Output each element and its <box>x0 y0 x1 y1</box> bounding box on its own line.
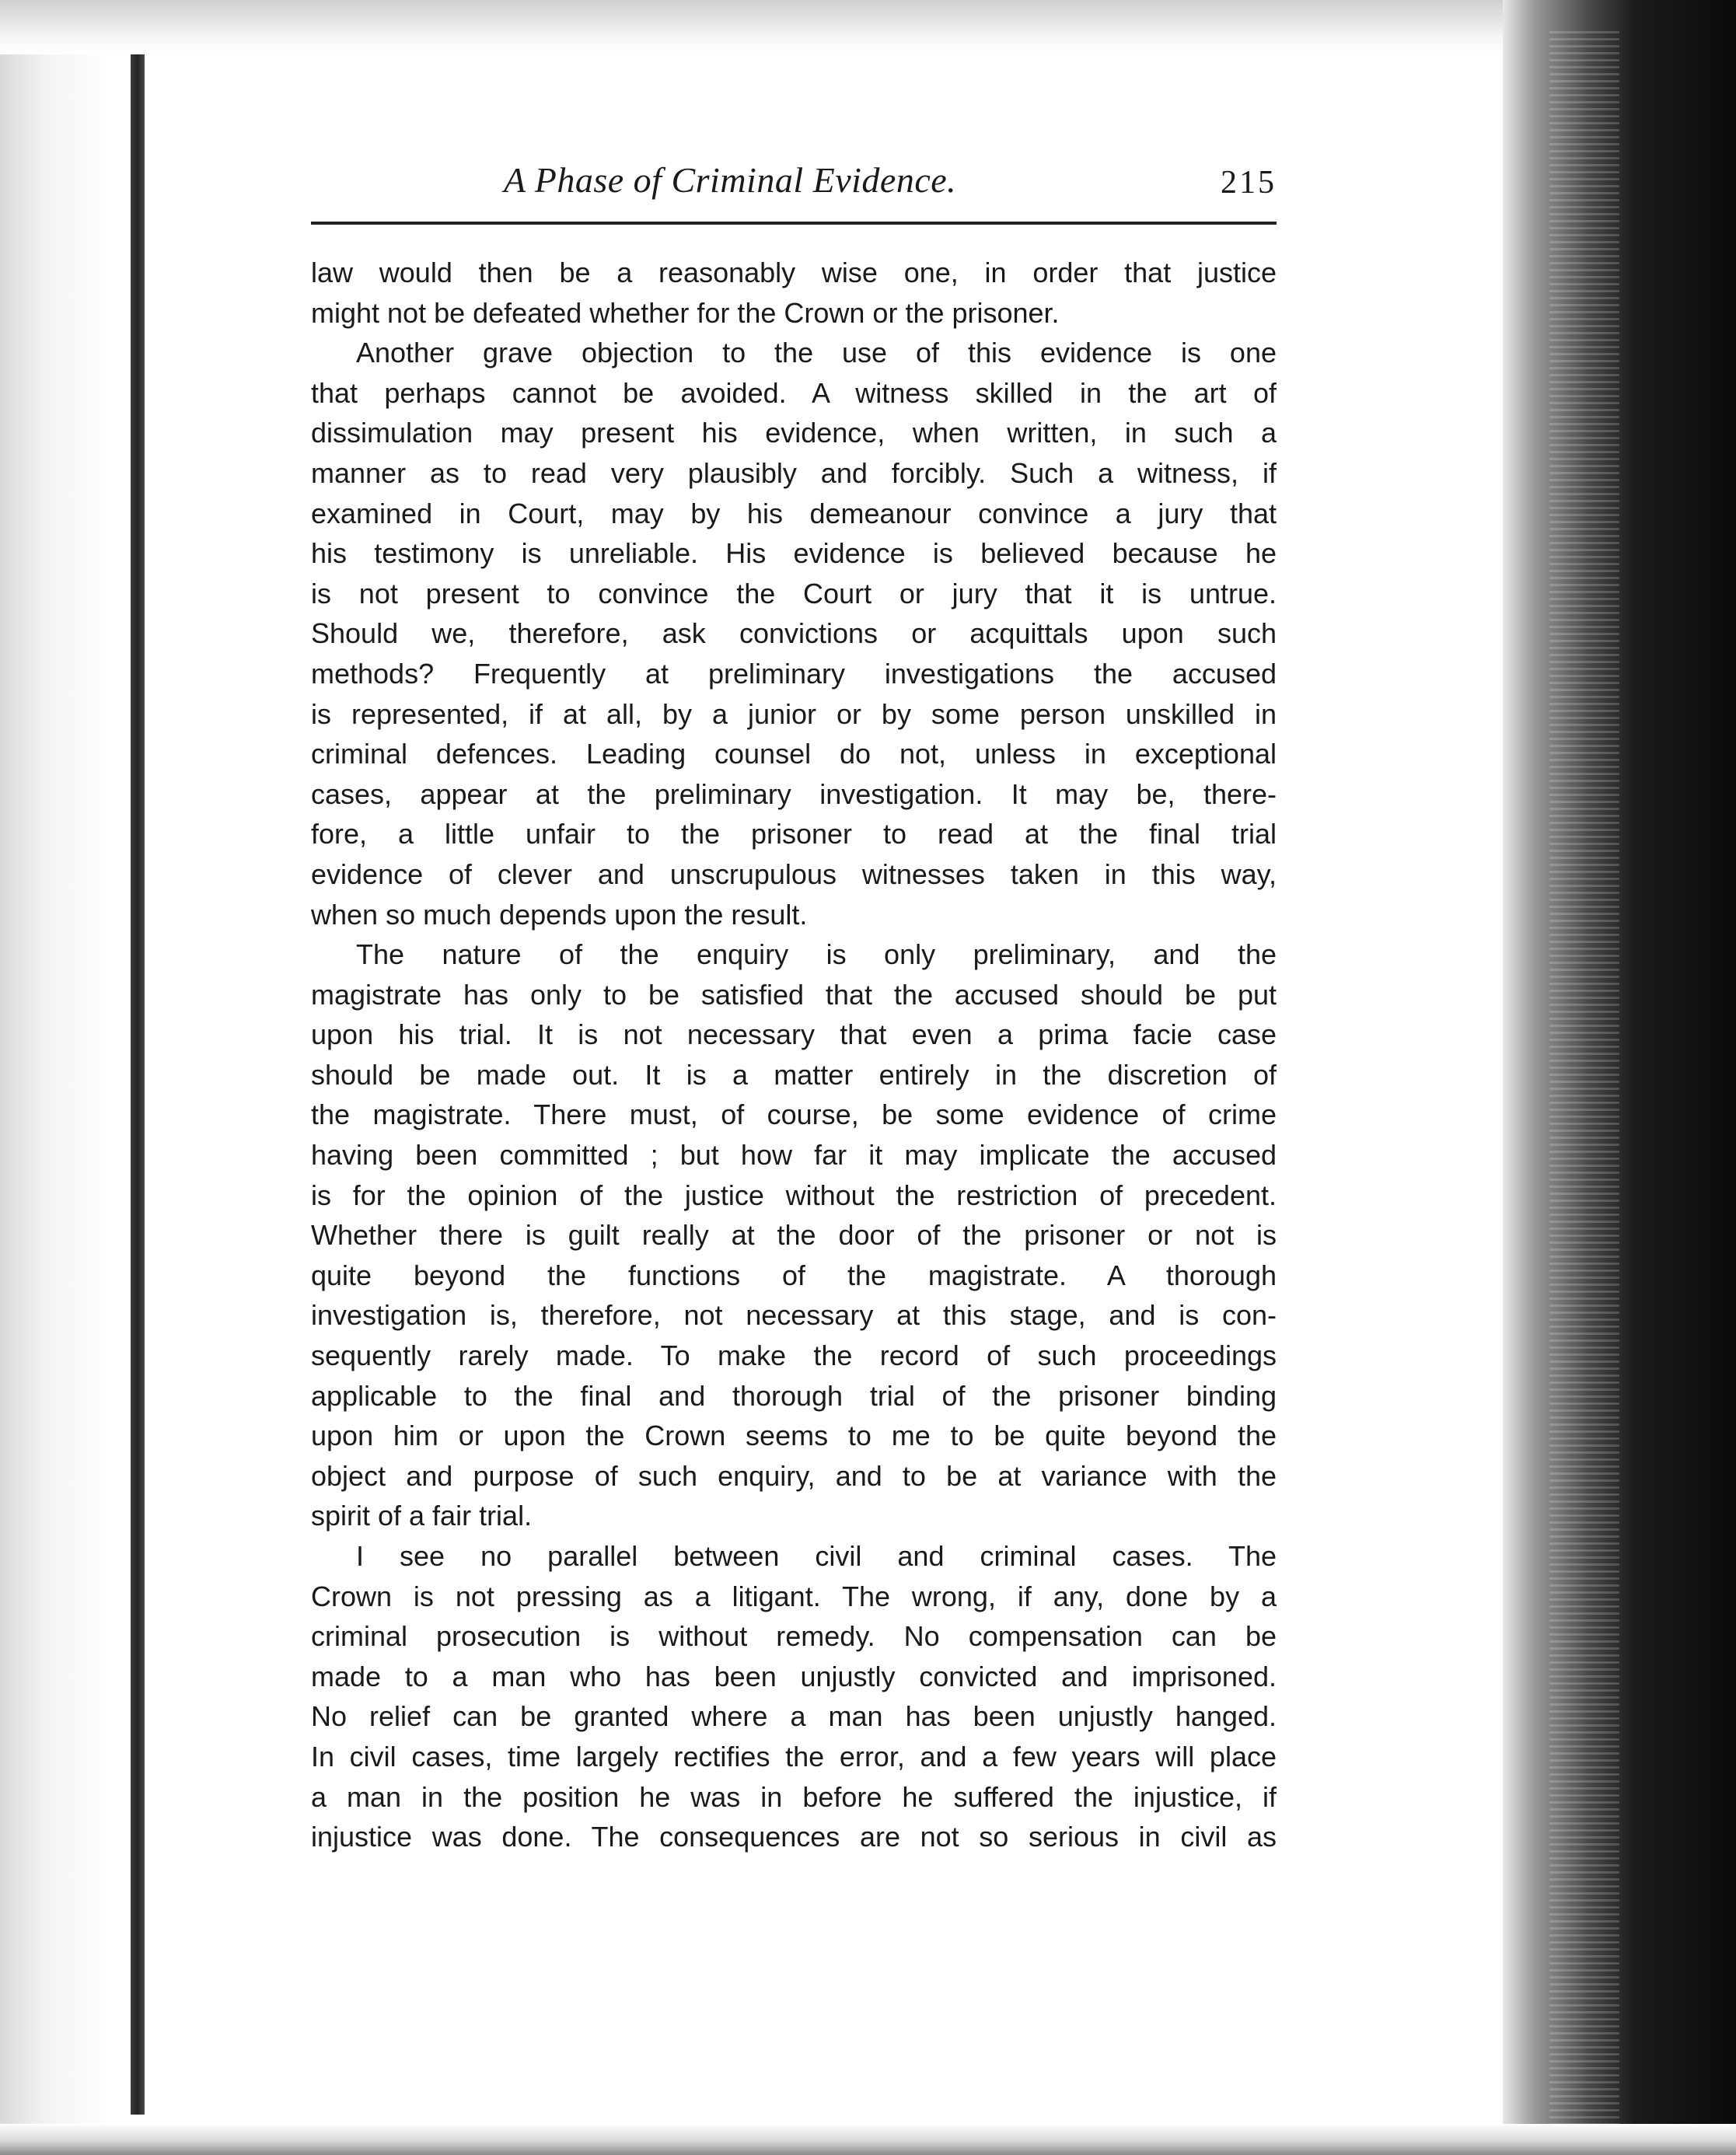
scan-right-texture <box>1549 31 1619 2130</box>
paragraph <box>311 934 1277 1536</box>
text-line: applicable to the final and thorough trial of the prisoner binding <box>311 1379 1277 1412</box>
text-line: methods? Frequently at preliminary investigations the accused <box>311 657 1277 690</box>
text-line: Crown is not pressing as a litigant. The wrong, if any, done by a <box>311 1580 1277 1612</box>
text-line: I see no parallel between civil and criminal cases. The <box>356 1540 1277 1572</box>
page-header <box>311 159 1277 214</box>
text-line: having been committed ; but how far it may implicate the accused <box>311 1139 1277 1172</box>
text-line: cases, appear at the preliminary investigation. It may be, there- <box>311 777 1277 810</box>
page-number: 215 <box>1221 165 1277 201</box>
text-line: is for the opinion of the justice without the restriction of precedent. <box>311 1179 1277 1211</box>
body-text <box>311 253 1277 1857</box>
text-line: No relief can be granted where a man has been unjustly hanged. <box>311 1700 1277 1733</box>
text-line: upon him or upon the Crown seems to me to be quite beyond the <box>311 1420 1277 1452</box>
scan-bottom-edge <box>0 2124 1736 2155</box>
text-line: his testimony is unreliable. His evidence is believed because he <box>311 537 1277 570</box>
text-line: when so much depends upon the result. <box>311 898 808 931</box>
text-line: Whether there is guilt really at the door of the prisoner or not is <box>311 1219 1277 1252</box>
text-line: object and purpose of such enquiry, and to be at variance with the <box>311 1459 1277 1492</box>
scan-right-edge <box>1503 0 1736 2155</box>
text-line: made to a man who has been unjustly convicted and imprisoned. <box>311 1660 1277 1692</box>
text-line: a man in the position he was in before he suffered the injustice, if <box>311 1780 1277 1813</box>
text-line: is represented, if at all, by a junior or by some person unskilled in <box>311 697 1277 730</box>
paragraph <box>311 333 1277 934</box>
text-line: dissimulation may present his evidence, when written, in such a <box>311 417 1277 449</box>
text-line: In civil cases, time largely rectifies the error, and a few years will place <box>311 1740 1277 1773</box>
text-line: magistrate has only to be satisfied that the accused should be put <box>311 978 1277 1011</box>
text-line: evidence of clever and unscrupulous witnesses taken in this way, <box>311 857 1277 890</box>
text-line: is not present to convince the Court or jury that it is untrue. <box>311 577 1277 609</box>
text-line: that perhaps cannot be avoided. A witness skilled in the art of <box>311 376 1277 409</box>
text-line: Should we, therefore, ask convictions or acquittals upon such <box>311 617 1277 650</box>
text-line: injustice was done. The consequences are not so serious in civil as <box>311 1821 1277 1853</box>
text-line: law would then be a reasonably wise one, in order that justice <box>311 257 1277 288</box>
text-line: criminal defences. Leading counsel do not, unless in exceptional <box>311 738 1277 770</box>
text-line: fore, a little unfair to the prisoner to read at the final trial <box>311 818 1277 850</box>
binding-shadow <box>131 16 145 2115</box>
text-line: investigation is, therefore, not necessary at this stage, and is con- <box>311 1299 1277 1332</box>
text-line: spirit of a fair trial. <box>311 1500 533 1532</box>
running-title: A Phase of Criminal Evidence. <box>504 160 957 200</box>
text-line: criminal prosecution is without remedy. No compensation can be <box>311 1620 1277 1653</box>
book-page <box>311 159 1277 1853</box>
text-line: Another grave objection to the use of this evidence is one <box>356 337 1277 369</box>
scan-top-edge <box>0 0 1736 54</box>
text-line: examined in Court, may by his demeanour convince a jury that <box>311 497 1277 529</box>
text-line: should be made out. It is a matter entirely in the discretion of <box>311 1058 1277 1091</box>
text-line: the magistrate. There must, of course, be some evidence of crime <box>311 1098 1277 1131</box>
text-line: quite beyond the functions of the magistrate. A thorough <box>311 1259 1277 1291</box>
paragraph <box>311 253 1277 333</box>
paragraph <box>311 1536 1277 1857</box>
text-line: upon his trial. It is not necessary that even a prima facie case <box>311 1018 1277 1051</box>
text-line: manner as to read very plausibly and forcibly. Such a witness, if <box>311 456 1277 489</box>
text-line: might not be defeated whether for the Crown or the prisoner. <box>311 296 1060 329</box>
text-line: sequently rarely made. To make the record of such proceedings <box>311 1339 1277 1372</box>
header-rule <box>311 222 1277 225</box>
text-line: The nature of the enquiry is only preliminary, and the <box>356 938 1277 971</box>
